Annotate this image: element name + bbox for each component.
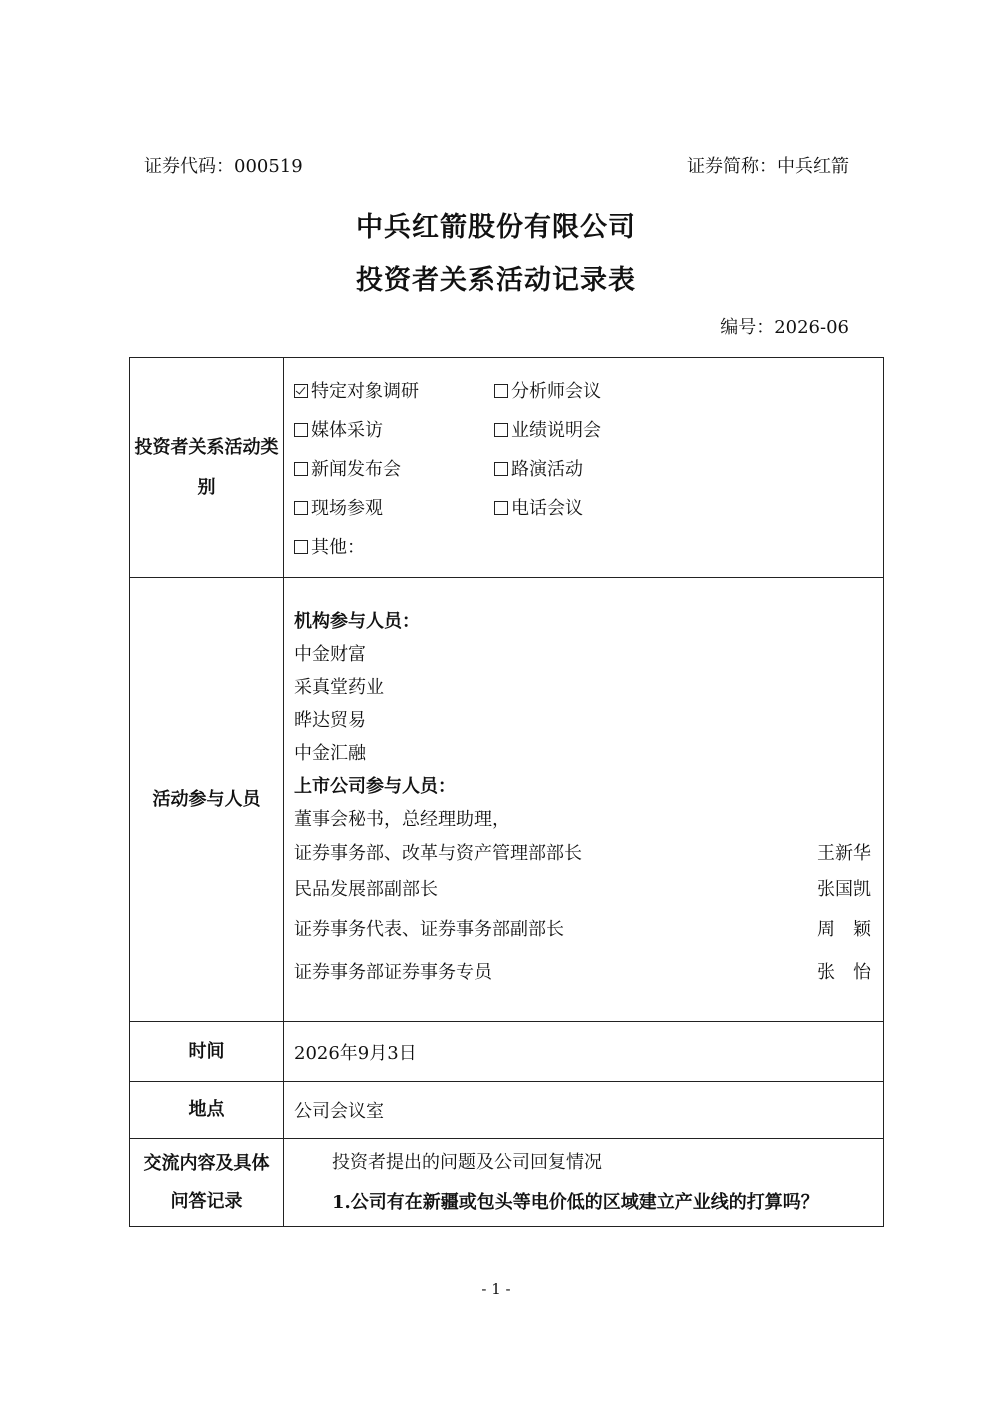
option-label: 分析师会议 <box>511 380 601 402</box>
location-row <box>130 1082 884 1139</box>
checkbox-icon[interactable] <box>294 540 308 554</box>
option-label: 特定对象调研 <box>311 380 419 402</box>
checkbox-icon[interactable] <box>294 384 308 398</box>
option-earnings-briefing[interactable] <box>494 416 694 442</box>
time-label: 时间 <box>130 1022 284 1082</box>
member-role: 证券事务代表、证券事务部副部长 <box>294 919 564 940</box>
option-conference-call[interactable] <box>494 494 694 520</box>
member-role: 证券事务部、改革与资产管理部部长 <box>294 843 582 864</box>
activity-type-row <box>130 358 884 578</box>
company-title: 中兵红箭股份有限公司 <box>356 212 636 243</box>
member-name: 王新华 <box>817 843 871 864</box>
option-site-visit[interactable] <box>294 494 494 520</box>
company-member-role: 董事会秘书，总经理助理， <box>294 809 510 830</box>
company-heading: 上市公司参与人员： <box>294 776 456 797</box>
checkbox-icon[interactable] <box>294 423 308 437</box>
company-member <box>294 836 871 872</box>
option-label: 业绩说明会 <box>511 419 601 441</box>
exchange-row <box>130 1139 884 1227</box>
company-member <box>294 872 871 908</box>
time-value: 2026年9月3日 <box>284 1022 884 1082</box>
member-name: 周 颖 <box>817 919 871 940</box>
option-label: 现场参观 <box>311 497 383 519</box>
member-name: 张国凯 <box>817 879 871 900</box>
page-number: - 1 - <box>481 1280 511 1298</box>
stock-name: 证券简称：中兵红箭 <box>687 156 849 177</box>
institution-item: 采真堂药业 <box>294 677 384 698</box>
institution-heading: 机构参与人员： <box>294 611 420 632</box>
option-other[interactable] <box>294 533 494 559</box>
option-media-interview[interactable] <box>294 416 494 442</box>
checkbox-icon[interactable] <box>294 462 308 476</box>
participants-label: 活动参与人员 <box>130 578 284 1022</box>
location-value: 公司会议室 <box>284 1082 884 1139</box>
option-label: 电话会议 <box>511 497 583 519</box>
company-member <box>294 908 871 951</box>
option-roadshow[interactable] <box>494 455 694 481</box>
checkbox-icon[interactable] <box>294 501 308 515</box>
location-label: 地点 <box>130 1082 284 1139</box>
member-role: 证券事务部证券事务专员 <box>294 962 492 983</box>
checkbox-icon[interactable] <box>494 384 508 398</box>
option-press-conference[interactable] <box>294 455 494 481</box>
institution-item: 晔达贸易 <box>294 710 366 731</box>
stock-code: 证券代码：000519 <box>144 156 303 177</box>
option-specific-research[interactable] <box>294 377 494 403</box>
exchange-content <box>284 1139 884 1227</box>
participants-row <box>130 578 884 1022</box>
activity-type-options <box>284 358 884 578</box>
institution-item: 中金财富 <box>294 644 366 665</box>
member-role: 民品发展部副部长 <box>294 879 438 900</box>
option-label: 其他： <box>311 536 365 558</box>
option-label: 路演活动 <box>511 458 583 480</box>
time-row <box>130 1022 884 1082</box>
institution-item: 中金汇融 <box>294 743 366 764</box>
member-name: 张 怡 <box>817 962 871 983</box>
participants-content <box>284 578 884 1022</box>
form-title: 投资者关系活动记录表 <box>356 265 636 296</box>
checkbox-icon[interactable] <box>494 423 508 437</box>
document-number: 编号：2026-06 <box>720 317 849 338</box>
option-analyst-meeting[interactable] <box>494 377 694 403</box>
activity-record-table <box>129 357 884 1227</box>
company-member <box>294 951 871 994</box>
option-label: 媒体采访 <box>311 419 383 441</box>
activity-type-label: 投资者关系活动类别 <box>130 358 284 578</box>
option-label: 新闻发布会 <box>311 458 401 480</box>
exchange-label: 交流内容及具体问答记录 <box>130 1139 284 1227</box>
exchange-intro: 投资者提出的问题及公司回复情况 <box>332 1151 602 1173</box>
checkbox-icon[interactable] <box>494 501 508 515</box>
question-1: 1.公司有在新疆或包头等电价低的区域建立产业线的打算吗？ <box>332 1191 819 1213</box>
checkbox-icon[interactable] <box>494 462 508 476</box>
